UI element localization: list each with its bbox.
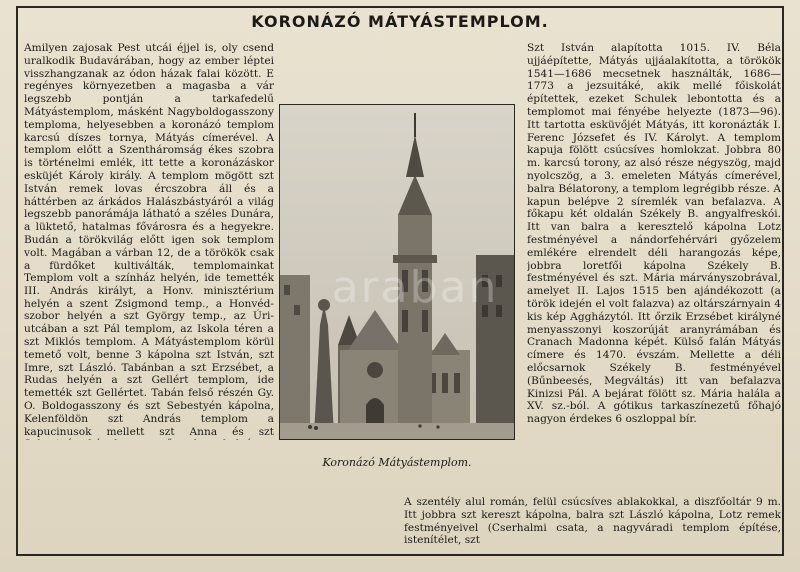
left-column-continuation bbox=[24, 272, 274, 440]
watermark: araban bbox=[331, 262, 499, 313]
bottom-paragraph bbox=[404, 496, 781, 552]
page-title: KORONÁZÓ MÁTYÁSTEMPLOM. bbox=[251, 12, 549, 31]
left-column-cont-text: Templom volt a színház helyén, ide temették III. András királyt, a Honv. minisztérium helyén a szent Zsigmond temp., a Honvéd-szobor helyén a szt György temp., az Úri-utcában a szt Pál templom, az Iskola téren a szt Miklós templom. A Mátyástemplom körül temető volt, benne 3 kápolna szt István, szt Imre, szt László. Tabánban a szt Erzsébet, a Rudas helyén a szt Gellért templom, ide temették szt Gellértet. Tabán felső részén Gy. O. Boldogasszony és szt Sebestyén kápolna, Kelenföldön szt András templom a kapucinusok mellett szt Anna és szt bbox=[24, 272, 274, 438]
right-column bbox=[527, 42, 781, 504]
right-column-text: Szt István alapította 1015. IV. Béla ujjáépítette, Mátyás ujjáalakította, a törökök 1541—1686 mecsetnek használták, 1686—1773 a jezsuitáké, akik mellé főiskolát építettek, ezeket Schulek lebontotta és a templomot mai fényébe helyezte (1873—96). Itt tartotta esküvőjét Mátyás, itt koronázták I. Ferenc Józsefet és IV. Károlyt. A templom kapuja fölött csúcsíves homlokzat. Jobbra 80 m. karcsú torony, az alsó része négyszög, majd nyolcszög, a 3. emeleten Mátyás címerével, balra Bélatorony, a templom legrégibb része. A kapun belépve 2 síremlék van befalazva. A főkapu két oldalán Székely B. angyalfreskói. Itt van balra a keresztelő kápolna Lotz festményével a nándorfehérvári győzelem emlékére elrendelt déli harangozás képe, jobbra loretfői kápolna Székely B. festményével és szt. Mária márványszobrával, amelyet II. Lajos 1515 ben ajándékozott (a török idején el volt falazva) az oltárszárnyain 4 kis kép Aggházytól. Itt őrzik Erzsébet királyné menyasszonyi koszorúját aranyrámában és Cranach Madonna képét. Külső falán Mátyás címere és 1470. évszám. Mellette a déli előcsarnok Székely B. festményével (Bűnbeesés, Megváltás) itt van befalazva Kinizsi Pál. A bejárat fölött sz. Mária halála a XV. sz.-ból. A gótikus tarkaszínezetű főhajó nagyon érdekes 6 oszloppal bír. bbox=[527, 42, 781, 426]
left-column-text: Amilyen zajosak Pest utcái éjjel is, oly csend uralkodik Budavárában, hogy az ember léptei visszhangzanak az ódon házak falai között. E regényes környezetben a magasba a vár legszebb pontján a tarkafedelű Mátyástemplom, másként Nagyboldogasszony temploma, helyesebben a koronázó templom karcsú díszes tornya, Mátyás címerével. A templom előtt a Szentháromság ékes szobra is történelmi emlék, itt tette a koronázáskor esküjét Károly király. A templom mögött szt István remek lovas ércszobra áll és a háttérben az árkádos Halászbástyáról a világ legszebb panorámája látható a széles Dunára, a lüktető, hatalmas fővárosra és a hegyekre. Budán a törökvilág előtt igen sok templom volt. Magában a várban 12, de a törökök csak a fürdőket kultiválták, templomainkat bbox=[24, 42, 274, 270]
bottom-text: A szentély alul román, felül csúcsíves ablakokkal, a diszfőoltár 9 m. Itt jobbra szt kereszt kápolna, balra szt László kápolna, Lotz remek festményeivel (Cserhalmi csata, a nagyváradi templom építése, istenítélet, szt bbox=[404, 496, 781, 547]
left-column-top bbox=[24, 42, 274, 270]
photo-caption: Koronázó Mátyástemplom. bbox=[322, 456, 472, 469]
